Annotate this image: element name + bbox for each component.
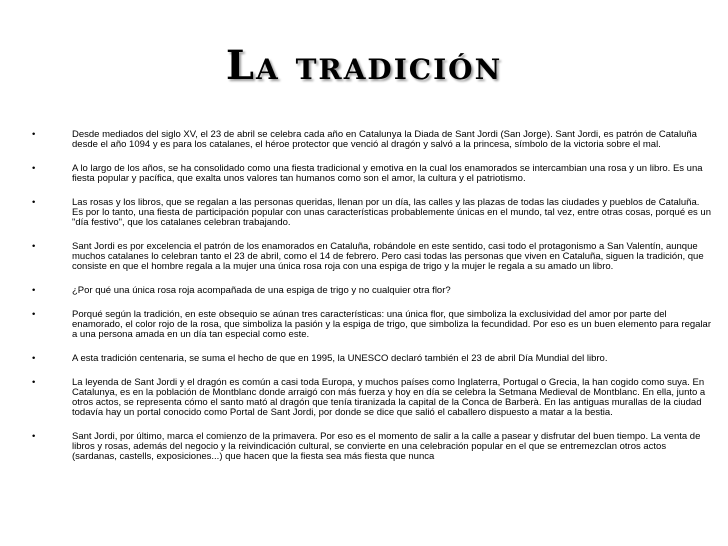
- bullet-text: Sant Jordi, por último, marca el comienzo de la primavera. Por eso es el momento de salir a la calle a pasear y disfrutar del buen tiempo. La venta de libros y rosas, además del negocio y la reivindicación cultural, se convierte en una celebración popular en el que se entremezclan otros actos (sardanas, castells, exposiciones...) que hacen que la fiesta sea más fiesta que nunca: [72, 430, 701, 463]
- bullet-icon: •: [32, 129, 36, 140]
- bullet-item: [32, 242, 712, 273]
- bullet-icon: •: [32, 196, 36, 208]
- bullet-icon: •: [32, 376, 36, 388]
- bullet-text: A esta tradición centenaria, se suma el hecho de que en 1995, la UNESCO declaró también el 23 de abril Día Mundial del libro.: [72, 352, 608, 364]
- bullet-list: [32, 130, 712, 476]
- bullet-item: [32, 130, 712, 150]
- slide-title: La tradición: [225, 42, 503, 89]
- bullet-item: [32, 198, 712, 229]
- bullet-icon: •: [32, 430, 36, 442]
- bullet-item: [32, 286, 712, 296]
- bullet-text: Las rosas y los libros, que se regalan a las personas queridas, llenan por un día, las calles y las plazas de todas las ciudades y pueblos de Cataluña. Es por lo tanto, una fiesta de participación popular con unas características probablemente únicas en el mundo, tal vez, entre otras cosas, porqué es un "día festivo", que los catalanes celebran trabajando.: [72, 196, 711, 229]
- bullet-icon: •: [32, 162, 36, 174]
- bullet-icon: •: [32, 285, 36, 297]
- bullet-text: Desde mediados del siglo XV, el 23 de abril se celebra cada año en Catalunya la Diada de Sant Jordi (San Jorge). Sant Jordi, es patrón de Cataluña desde el año 1094 y es para los catalanes, el héroe protector que venció al dragón y salvó a la princesa, símbolo de la victoria sobre el mal.: [72, 129, 697, 151]
- bullet-item: [32, 354, 712, 364]
- bullet-text: Porqué según la tradición, en este obsequio se aúnan tres características: una única flor, que simboliza la exclusividad del amor por parte del enamorado, el color rojo de la rosa, que simboliza la pasión y la espiga de trigo, que simboliza la fecundidad. Por eso es un buen elemento para regalar a una persona amada en un día tan especial como este.: [72, 308, 711, 341]
- bullet-text: ¿Por qué una única rosa roja acompañada de una espiga de trigo y no cualquier otra flor?: [72, 285, 451, 297]
- bullet-text: La leyenda de Sant Jordi y el dragón es común a casi toda Europa, y muchos países como Inglaterra, Portugal o Grecia, la han cogido como suya. En Catalunya, es en la población de Montblanc donde arraigó con más fuerza y hoy en día se celebra la Setmana Medieval de Montblanc. En ella, junto a otros actos, se representa cómo el santo mató al dragón que tenía tiranizada la capital de la Conca de Barberà. En las antiguas murallas de la ciudad todavía hay un portal conocido como Portal de Sant Jordi, por donde se dice que salió el caballero dispuesto a matar a la bestia.: [72, 376, 706, 419]
- bullet-icon: •: [32, 240, 36, 252]
- bullet-item: [32, 164, 712, 184]
- bullet-item: [32, 378, 712, 419]
- bullet-item: [32, 310, 712, 341]
- bullet-text: Sant Jordi es por excelencia el patrón de los enamorados en Cataluña, robándole en este sentido, casi todo el protagonismo a San Valentín, aunque muchos catalanes lo celebran tanto el 23 de abril, como el 14 de febrero. Pero casi todas las personas que viven en Cataluña, siguen la tradición, que consiste en que el hombre regala a la mujer una única rosa roja con una espiga de trigo y la mujer le regala a su amado un libro.: [72, 240, 704, 273]
- bullet-icon: •: [32, 308, 36, 320]
- bullet-text: A lo largo de los años, se ha consolidado como una fiesta tradicional y emotiva en la cual los enamorados se intercambian una rosa y un libro. Es una fiesta popular y pacífica, que exalta unos valores tan humanos como son el amor, la cultura y el patriotismo.: [72, 162, 703, 185]
- bullet-item: [32, 432, 712, 463]
- bullet-icon: •: [32, 352, 36, 364]
